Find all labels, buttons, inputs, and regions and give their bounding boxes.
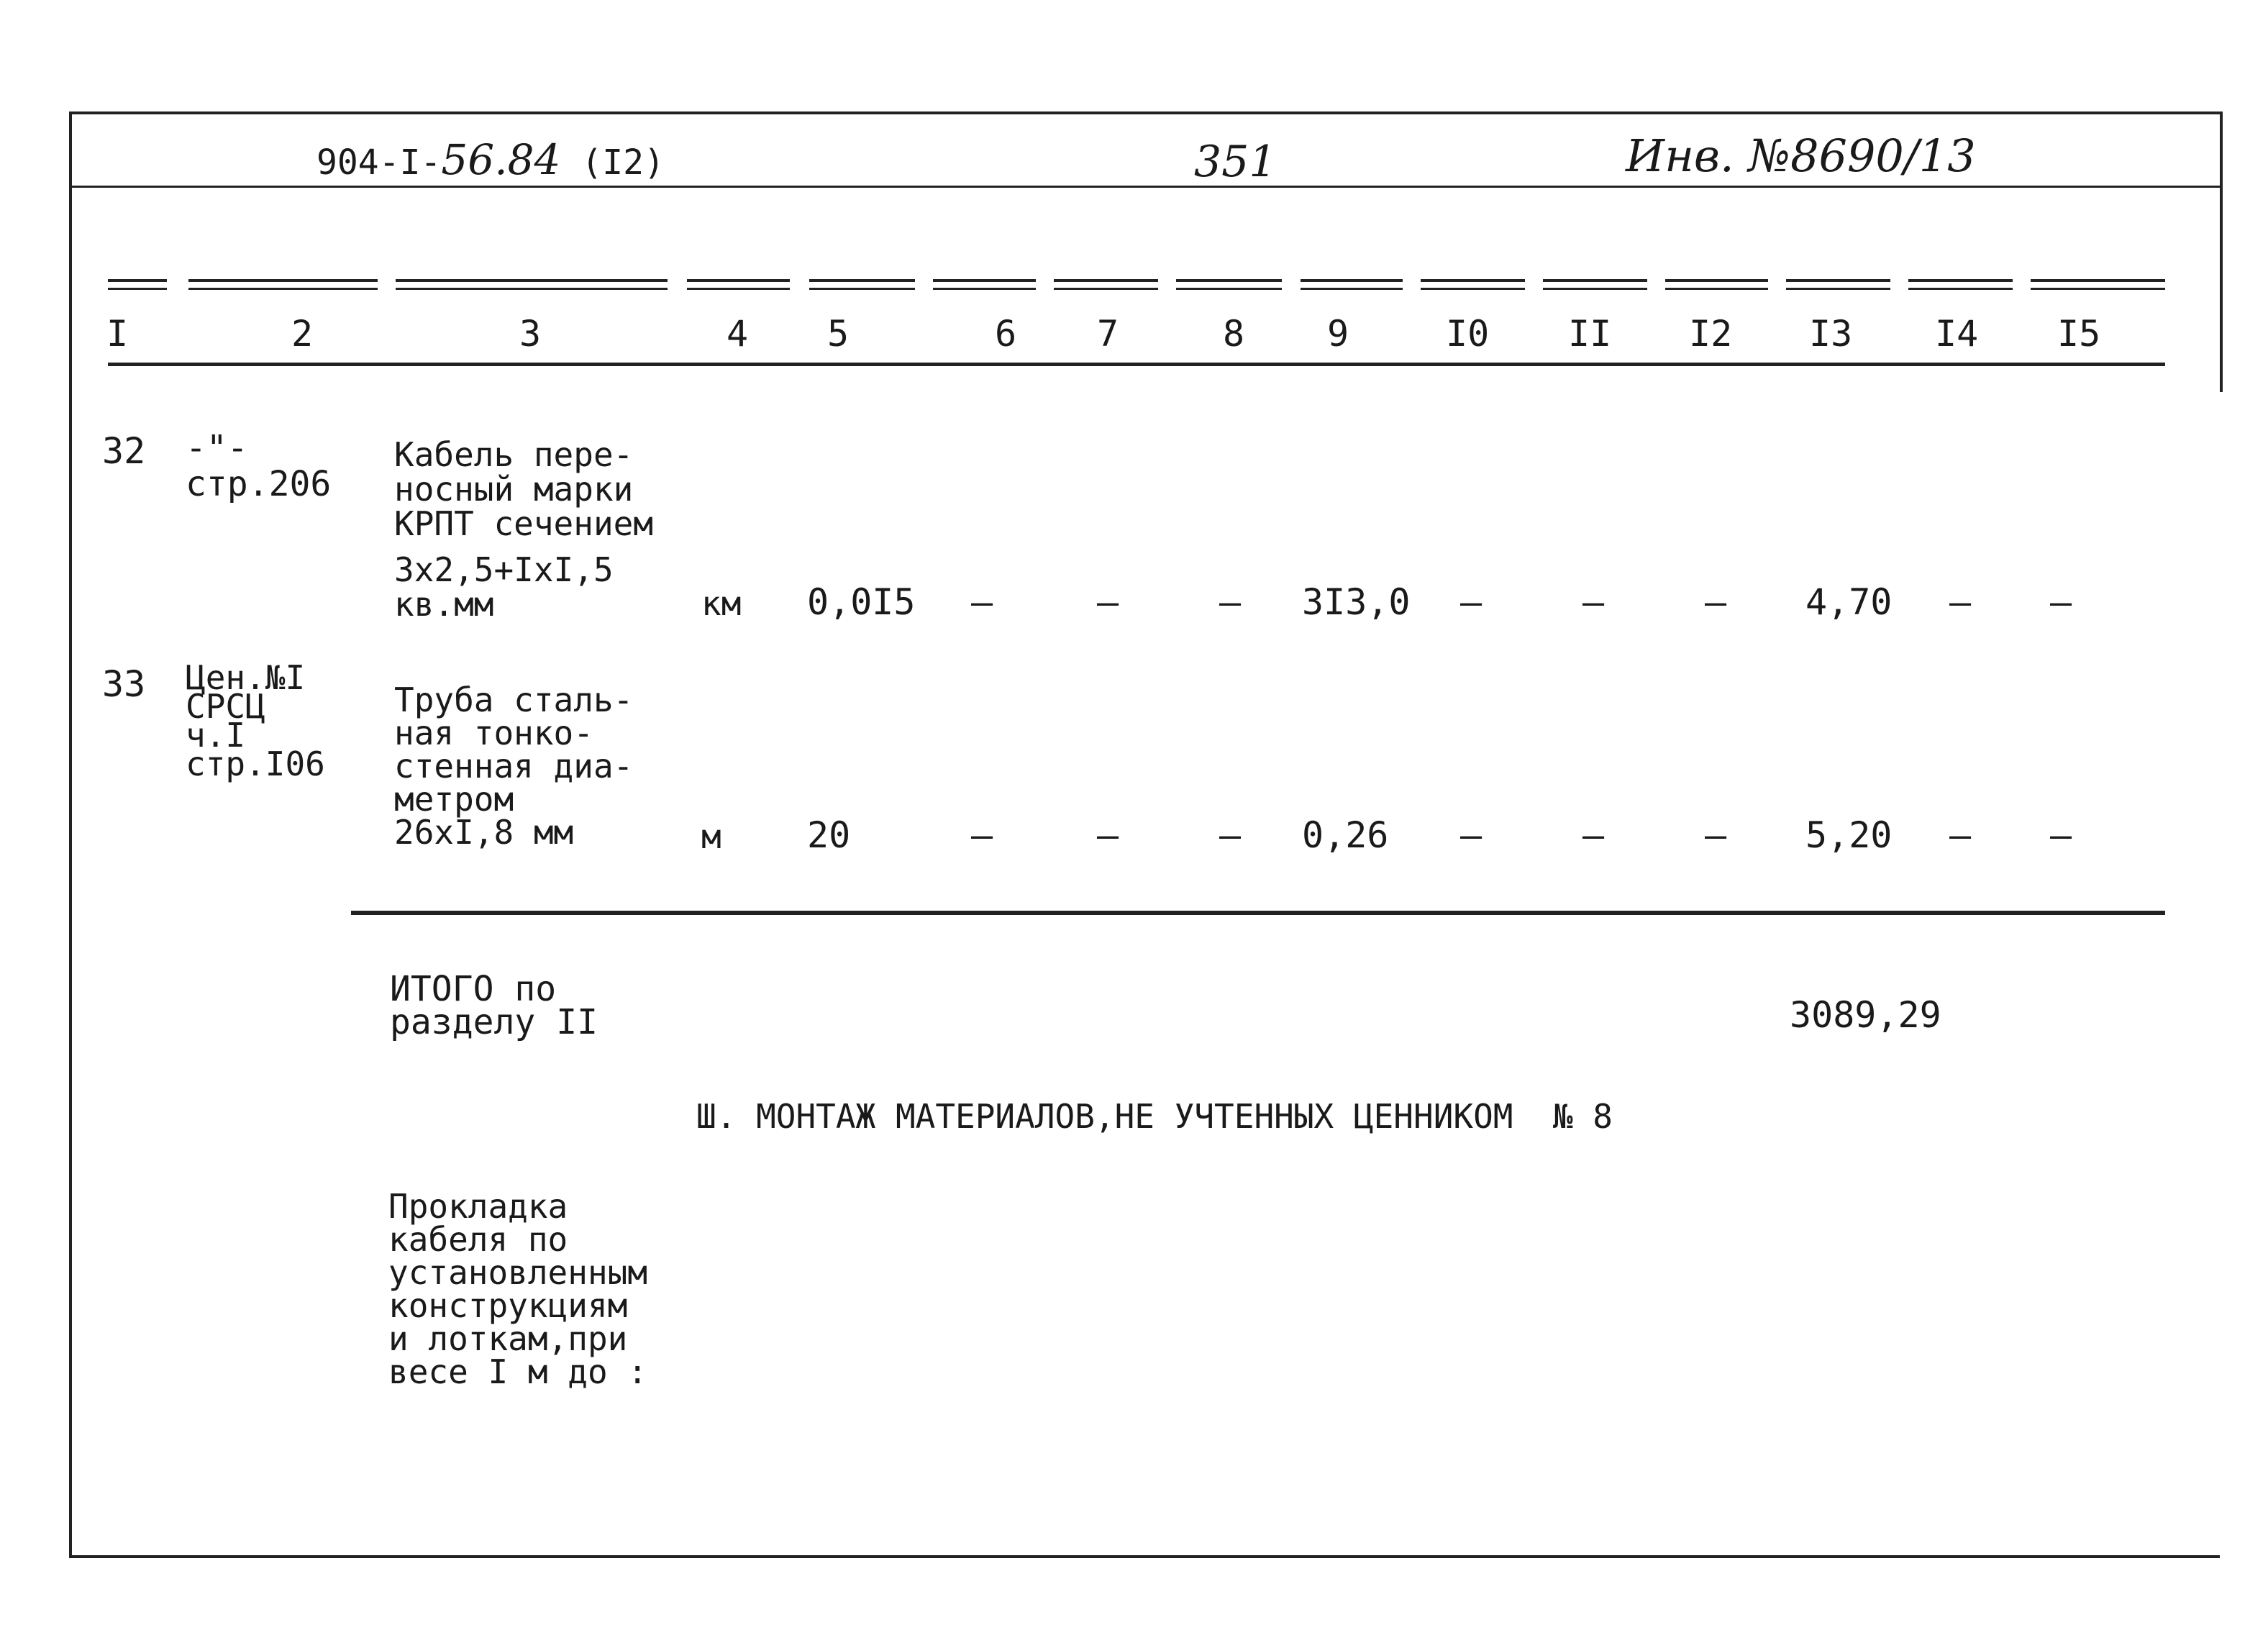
column-header-rule-segment [188, 288, 378, 290]
row-33-col6: – [971, 814, 993, 856]
column-header-rule-segment [1908, 288, 2013, 290]
row-33-unit: м [701, 817, 721, 856]
col-header-4: 4 [727, 313, 749, 355]
doc-code-handwritten: 56.84 [441, 135, 561, 184]
frame-bottom-line [69, 1555, 2220, 1558]
row-32-quantity: 0,0I5 [807, 581, 916, 623]
row-32-reference: -"- стр.206 [186, 428, 332, 504]
row-33-col11: – [1582, 814, 1605, 856]
row-32-col12: – [1705, 581, 1727, 623]
row-33-col15: – [2050, 814, 2072, 856]
row-32-name: Кабель пере- носный марки КРПТ сечением [394, 435, 654, 543]
col-header-10: I0 [1446, 313, 1490, 355]
col-header-11: II [1568, 313, 1612, 355]
row-32-col15: – [2050, 581, 2072, 623]
column-header-rule-segment [809, 279, 915, 282]
col-header-1: I [106, 313, 129, 355]
column-header-rule-segment [933, 288, 1036, 290]
column-header-bottom-rule [108, 363, 2165, 366]
section-text: Прокладка кабеля по установленным конструкциям и лоткам,при весе I м до : [388, 1187, 648, 1391]
page-number: 351 [1194, 137, 1277, 187]
total-label: ИТОГО по разделу II [390, 969, 598, 1042]
doc-code-prefix: 904-I- [316, 142, 442, 183]
doc-code-suffix: (I2) [581, 142, 665, 183]
row-32-col7: – [1097, 581, 1119, 623]
column-header-rule-segment [1908, 279, 2013, 282]
section-title: Ш. МОНТАЖ МАТЕРИАЛОВ,НЕ УЧТЕННЫХ ЦЕННИКОМ № 8 [696, 1097, 1613, 1136]
doc-code [316, 135, 665, 184]
column-header-rule-segment [1054, 288, 1158, 290]
column-header-rule-segment [108, 288, 167, 290]
row-32-col14: – [1949, 581, 1972, 623]
col-header-13: I3 [1809, 313, 1853, 355]
column-header-rule-segment [1543, 279, 1647, 282]
column-header-rule-segment [2031, 288, 2165, 290]
frame-top-line [72, 111, 2223, 114]
column-header-rule-segment [687, 288, 790, 290]
row-33-col12: – [1705, 814, 1727, 856]
col-header-9: 9 [1327, 313, 1349, 355]
column-header-rule-segment [687, 279, 790, 282]
row-33-col14: – [1949, 814, 1972, 856]
row-32-unit: км [701, 584, 742, 623]
row-33-col13: 5,20 [1805, 814, 1893, 856]
column-header-rule-segment [188, 279, 378, 282]
row-33-col8: – [1219, 814, 1242, 856]
row-32-col10: – [1460, 581, 1483, 623]
column-header-rule-segment [809, 288, 915, 290]
column-header-rule-segment [1786, 279, 1890, 282]
row-32-number: 32 [102, 430, 146, 472]
row-32-col8: – [1219, 581, 1242, 623]
column-header-rule-segment [2031, 279, 2165, 282]
col-header-5: 5 [827, 313, 850, 355]
column-header-rule-segment [396, 279, 668, 282]
column-header-rule-segment [933, 279, 1036, 282]
column-header-rule-segment [1301, 279, 1403, 282]
col-header-6: 6 [995, 313, 1017, 355]
total-value: 3089,29 [1790, 994, 1941, 1036]
col-header-8: 8 [1223, 313, 1245, 355]
row-33-col9: 0,26 [1302, 814, 1389, 856]
row-33-reference: Цен.№I СРСЦ ч.I стр.I06 [186, 658, 325, 783]
column-header-rule-segment [108, 279, 167, 282]
row-33-number: 33 [102, 663, 146, 705]
row-33-col10: – [1460, 814, 1483, 856]
row-33-col7: – [1097, 814, 1119, 856]
col-header-7: 7 [1097, 313, 1119, 355]
column-header-rule-segment [1665, 288, 1768, 290]
row-32-col9: 3I3,0 [1302, 581, 1411, 623]
col-header-12: I2 [1689, 313, 1733, 355]
column-header-rule-segment [1421, 279, 1525, 282]
col-header-3: 3 [519, 313, 542, 355]
column-header-rule-segment [1176, 279, 1282, 282]
column-header-rule-segment [1786, 288, 1890, 290]
total-separator-rule [351, 911, 2165, 915]
frame-left-line [69, 111, 72, 1557]
col-header-2: 2 [291, 313, 314, 355]
row-33-quantity: 20 [807, 814, 851, 856]
column-header-rule-segment [1176, 288, 1282, 290]
column-header-rule-segment [1665, 279, 1768, 282]
column-header-rule-segment [1543, 288, 1647, 290]
row-32-col6: – [971, 581, 993, 623]
column-header-rule-segment [1054, 279, 1158, 282]
frame-header-divider [72, 186, 2223, 188]
frame-right-line [2220, 111, 2223, 392]
inventory-number: Инв. №8690/13 [1626, 129, 1976, 182]
column-header-rule-segment [396, 288, 668, 290]
col-header-15: I5 [2057, 313, 2101, 355]
column-header-rule-segment [1301, 288, 1403, 290]
row-33-name: Труба сталь- ная тонко- стенная диа- метром 26xI,8 мм [394, 680, 634, 852]
col-header-14: I4 [1935, 313, 1979, 355]
row-32-name-size: 3x2,5+IxI,5 кв.мм [394, 550, 614, 624]
row-32-col11: – [1582, 581, 1605, 623]
row-32-col13: 4,70 [1805, 581, 1893, 623]
column-header-rule-segment [1421, 288, 1525, 290]
